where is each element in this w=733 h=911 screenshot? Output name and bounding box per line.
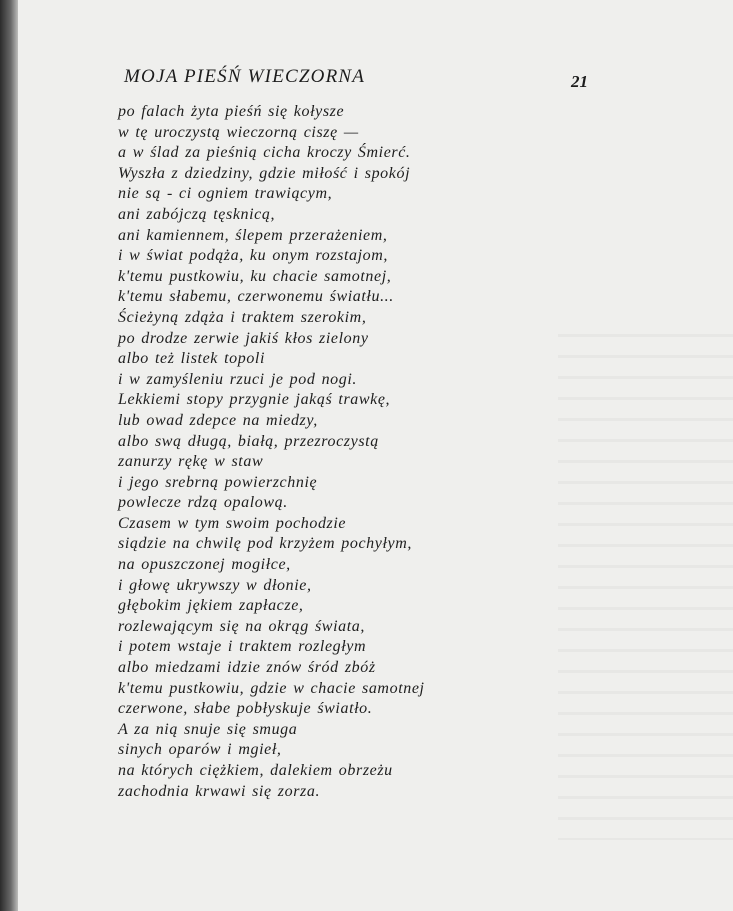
poem-line: A za nią snuje się smuga [118,720,298,738]
poem-line: albo swą długą, białą, przezroczystą [118,432,379,450]
poem-line: lub owad zdepce na miedzy, [118,411,318,429]
poem-line: na opuszczonej mogiłce, [118,556,291,574]
poem-body [118,102,425,802]
poem-line: k'temu pustkowiu, gdzie w chacie samotnej [118,679,425,697]
poem-line: a w ślad za pieśnią cicha kroczy Śmierć. [118,144,411,162]
running-title: MOJA PIEŚŃ WIECZORNA [124,66,366,87]
poem-line: rozlewającym się na okrąg świata, [118,617,365,635]
poem-line: Czasem w tym swoim pochodzie [118,514,347,532]
poem-line: po drodze zerwie jakiś kłos zielony [118,329,369,347]
poem-line: albo też listek topoli [118,350,266,368]
poem-line: Lekkiemi stopy przygnie jakąś trawkę, [118,391,391,409]
book-gutter-shadow [0,0,18,911]
page-number: 21 [571,72,588,91]
poem-line: i w zamyśleniu rzuci je pod nogi. [118,370,358,388]
poem-line: sinych oparów i mgieł, [118,741,282,759]
poem-line: albo miedzami idzie znów śród zbóż [118,659,376,677]
poem-line: powlecze rdzą opalową. [118,494,288,512]
book-page [18,0,733,911]
poem-line: nie są - ci ogniem trawiącym, [118,185,333,203]
show-through-text [558,320,733,840]
poem-line: zachodnia krwawi się zorza. [118,782,321,800]
poem-line: siądzie na chwilę pod krzyżem pochyłym, [118,535,412,553]
poem-line: k'temu słabemu, czerwonemu światłu... [118,288,394,306]
poem-line: na których ciężkiem, dalekiem obrzeżu [118,762,393,779]
poem-line: ani kamiennem, ślepem przerażeniem, [118,226,388,244]
poem-line: i jego srebrną powierzchnię [118,473,318,491]
poem-line: w tę uroczystą wieczorną ciszę — [118,123,359,141]
poem-line: k'temu pustkowiu, ku chacie samotnej, [118,267,392,285]
poem-line: czerwone, słabe pobłyskuje światło. [118,700,373,718]
poem-line: ani zabójczą tęsknicą, [118,205,276,223]
poem-line: i w świat podąża, ku onym rozstajom, [118,247,389,265]
poem-line: Wyszła z dziedziny, gdzie miłość i spokój [118,164,411,182]
poem-line: i głowę ukrywszy w dłonie, [118,576,312,594]
poem-line: głębokim jękiem zapłacze, [118,597,304,615]
poem-line: Ścieżyną zdąża i traktem szerokim, [118,308,367,326]
poem-line: zanurzy rękę w staw [118,453,264,471]
poem-line: i potem wstaje i traktem rozległym [118,638,367,656]
poem-line: po falach żyta pieśń się kołysze [118,103,345,120]
